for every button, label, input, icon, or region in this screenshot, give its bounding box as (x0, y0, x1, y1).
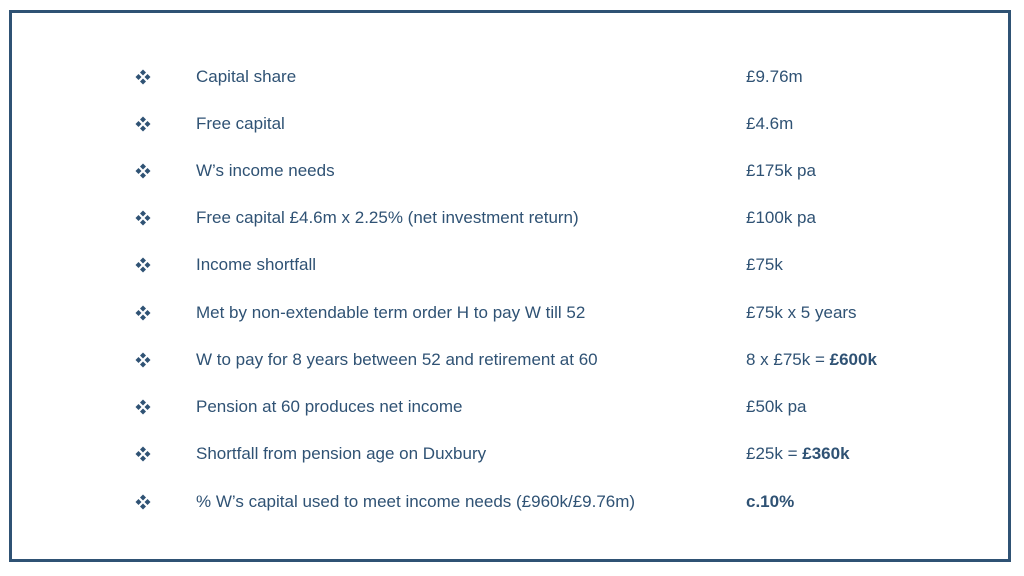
item-label: Pension at 60 produces net income (196, 397, 463, 416)
diamond-quad-bullet-icon (135, 116, 151, 132)
item-label: Met by non-extendable term order H to pay W till 52 (196, 303, 586, 322)
item-value (746, 487, 794, 517)
item-value: £75k x 5 years (746, 303, 857, 322)
list-item (0, 439, 1024, 469)
value-prefix: 8 x £75k = (746, 350, 830, 369)
diamond-quad-bullet-icon (135, 352, 151, 368)
item-value (746, 439, 850, 469)
value-highlight: c.10% (746, 492, 795, 511)
item-value: £100k pa (746, 208, 816, 227)
item-value: £50k pa (746, 397, 807, 416)
item-label: Free capital £4.6m x 2.25% (net investment return) (196, 208, 579, 227)
item-label: Capital share (196, 67, 297, 86)
diamond-quad-bullet-icon (135, 210, 151, 226)
value-highlight: £600k (829, 350, 877, 369)
item-label: W’s income needs (196, 161, 335, 180)
value-highlight: £360k (802, 444, 850, 463)
list-item (0, 203, 1024, 233)
item-value (746, 345, 877, 375)
diamond-quad-bullet-icon (135, 69, 151, 85)
value-prefix: £25k = (746, 444, 803, 463)
diamond-quad-bullet-icon (135, 163, 151, 179)
item-label: Income shortfall (196, 255, 316, 274)
diamond-quad-bullet-icon (135, 257, 151, 273)
list-item (0, 62, 1024, 92)
list-item (0, 392, 1024, 422)
item-value: £175k pa (746, 161, 816, 180)
list-item (0, 156, 1024, 186)
item-label: W to pay for 8 years between 52 and retirement at 60 (196, 350, 598, 369)
list-item (0, 345, 1024, 375)
item-label: % W’s capital used to meet income needs (£960k/£9.76m) (196, 492, 636, 511)
item-value: £9.76m (746, 67, 803, 86)
slide-border (9, 10, 1011, 562)
list-item (0, 109, 1024, 139)
diamond-quad-bullet-icon (135, 305, 151, 321)
item-label: Shortfall from pension age on Duxbury (196, 444, 487, 463)
list-item (0, 487, 1024, 517)
list-item (0, 250, 1024, 280)
diamond-quad-bullet-icon (135, 399, 151, 415)
item-label: Free capital (196, 114, 285, 133)
item-value: £4.6m (746, 114, 794, 133)
list-item (0, 298, 1024, 328)
item-value: £75k (746, 255, 783, 274)
diamond-quad-bullet-icon (135, 494, 151, 510)
diamond-quad-bullet-icon (135, 446, 151, 462)
